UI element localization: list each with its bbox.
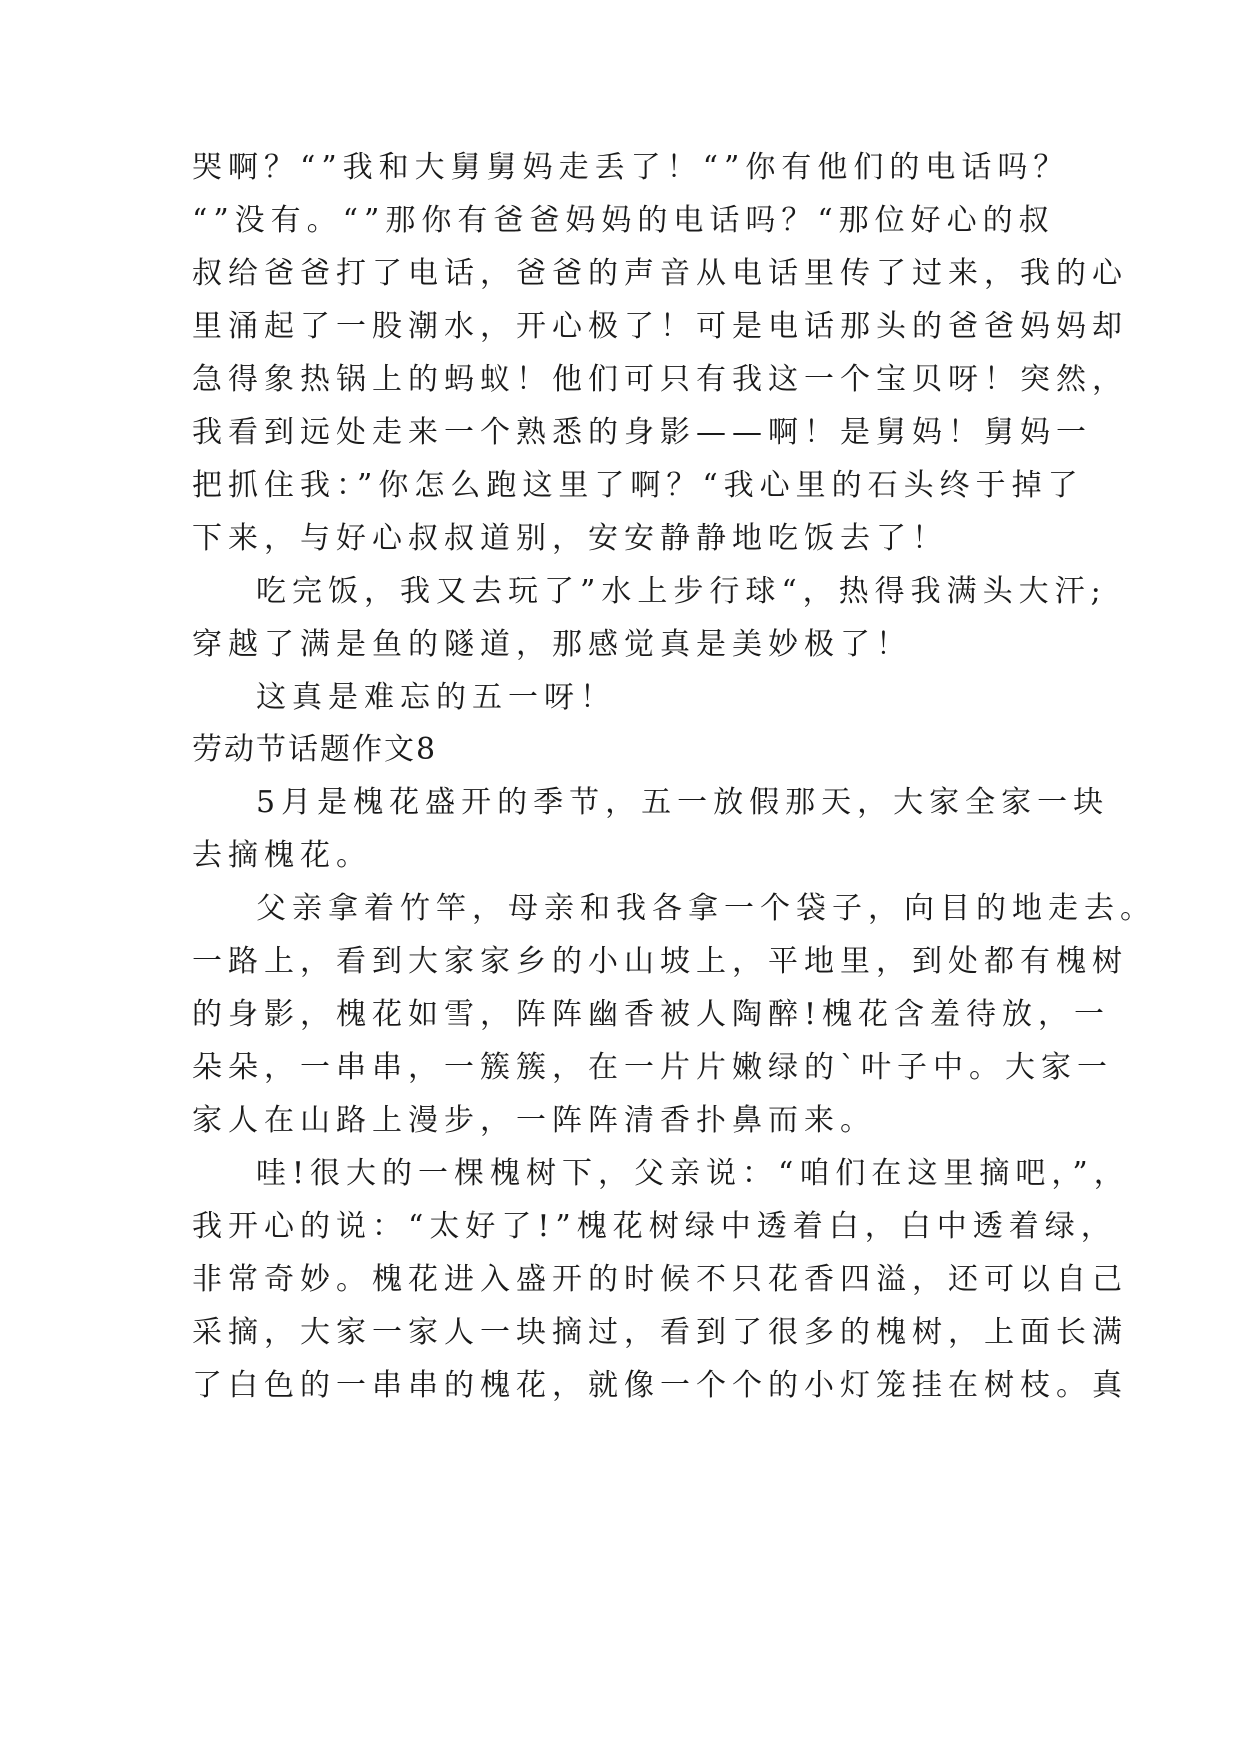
text-line: 我看到远处走来一个熟悉的身影——啊！是舅妈！舅妈一 (192, 415, 1092, 450)
text-line: 朵朵，一串串，一簇簇，在一片片嫩绿的`叶子中。大家一 (192, 1050, 1113, 1085)
text-line: 穿越了满是鱼的隧道，那感觉真是美妙极了！ (192, 627, 912, 662)
paragraph-first-line: 吃完饭，我又去玩了”水上步行球“，热得我满头大汗; (256, 574, 1107, 609)
text-line: 家人在山路上漫步，一阵阵清香扑鼻而来。 (192, 1103, 876, 1138)
text-line: 采摘，大家一家人一块摘过，看到了很多的槐树，上面长满 (192, 1315, 1128, 1350)
text-line: 把抓住我：”你怎么跑这里了啊？“我心里的石头终于掉了 (192, 468, 1084, 503)
text-line: 一路上，看到大家家乡的小山坡上，平地里，到处都有槐树 (192, 944, 1128, 979)
text-line: 里涌起了一股潮水，开心极了！可是电话那头的爸爸妈妈却 (192, 309, 1128, 344)
text-line: 哭啊？“”我和大舅舅妈走丢了！“”你有他们的电话吗？ (192, 150, 1070, 185)
paragraph-first-line: 哇!很大的一棵槐树下，父亲说：“咱们在这里摘吧，”， (256, 1156, 1130, 1191)
text-line: 叔给爸爸打了电话，爸爸的声音从电话里传了过来，我的心 (192, 256, 1128, 291)
text-line: 我开心的说：“太好了!”槐花树绿中透着白，白中透着绿， (192, 1209, 1117, 1244)
paragraph-first-line: 5月是槐花盛开的季节，五一放假那天，大家全家一块 (256, 785, 1110, 820)
text-line: 了白色的一串串的槐花，就像一个个的小灯笼挂在树枝。真 (192, 1368, 1128, 1403)
text-line: 非常奇妙。槐花进入盛开的时候不只花香四溢，还可以自己 (192, 1262, 1128, 1297)
paragraph-first-line: 父亲拿着竹竿，母亲和我各拿一个袋子，向目的地走去。 (256, 891, 1156, 926)
text-line: 下来，与好心叔叔道别，安安静静地吃饭去了！ (192, 521, 948, 556)
text-line: 去摘槐花。 (192, 838, 372, 873)
section-heading: 劳动节话题作文8 (192, 732, 438, 767)
text-line: 急得象热锅上的蚂蚁！他们可只有我这一个宝贝呀！突然， (192, 362, 1128, 397)
text-line: 的身影，槐花如雪，阵阵幽香被人陶醉!槐花含羞待放，一 (192, 997, 1111, 1032)
paragraph-first-line: 这真是难忘的五一呀！ (256, 680, 616, 715)
text-line: “”没有。“”那你有爸爸妈妈的电话吗？“那位好心的叔 (192, 203, 1055, 238)
